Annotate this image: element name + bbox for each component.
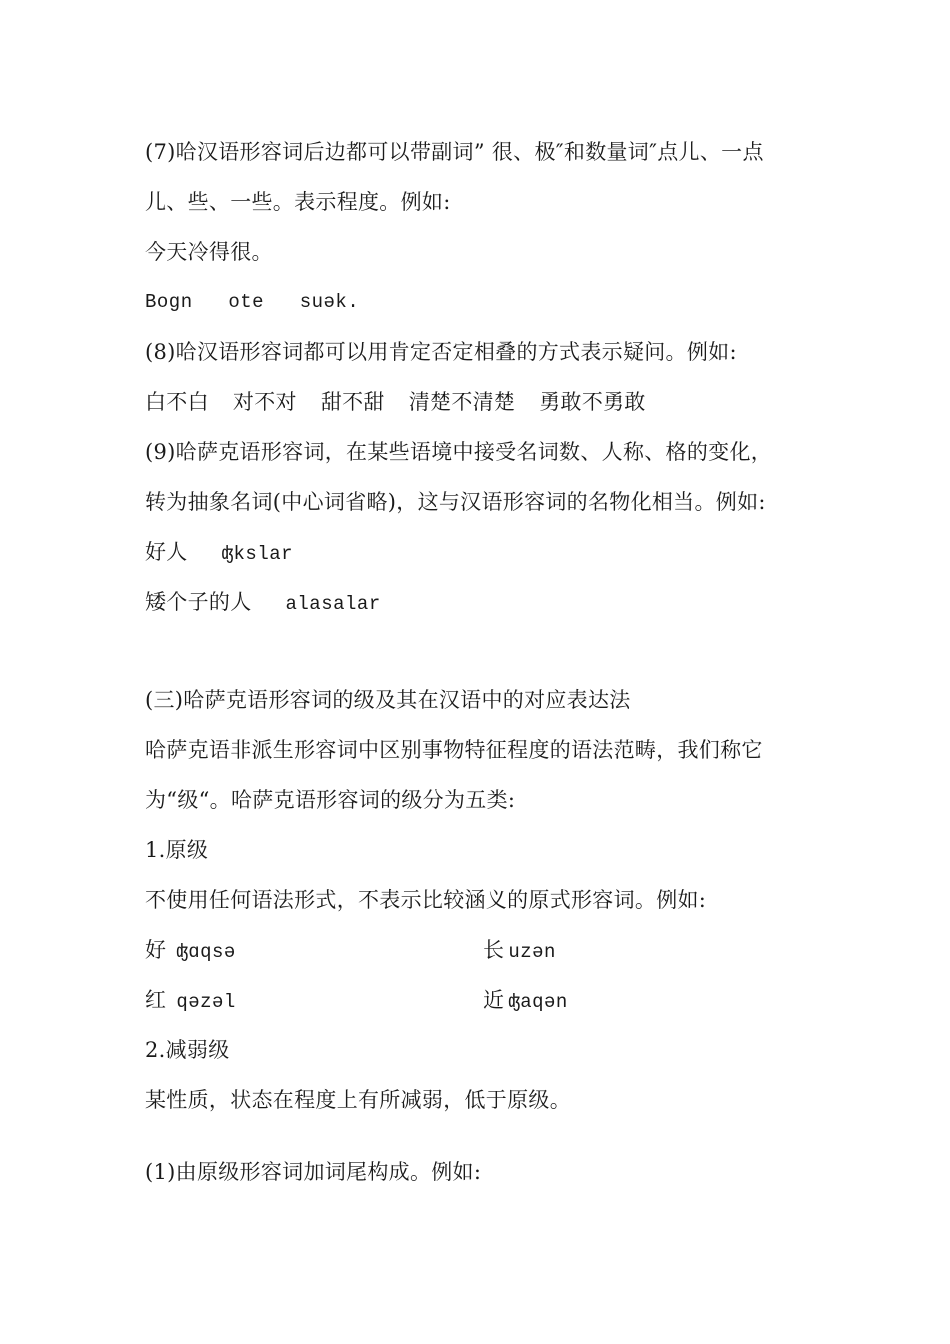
grade-1-example-kazakh: qəzəl	[176, 991, 236, 1013]
grade-1-example-kazakh: uzən	[508, 941, 556, 963]
grade-1-example-kazakh: ʤaqən	[508, 991, 568, 1013]
example-8-item: 勇敢不勇敢	[539, 390, 646, 414]
grade-1-description: 不使用任何语法形式，不表示比较涵义的原式形容词。例如:	[145, 888, 707, 912]
section-3-heading: (三)哈萨克语形容词的级及其在汉语中的对应表达法	[145, 688, 631, 712]
grade-1-example-chinese: 长	[483, 938, 505, 962]
grade-1-example-chinese: 好	[145, 938, 167, 962]
grade-1-example-1	[145, 937, 236, 965]
example-8-row	[145, 389, 646, 415]
grade-2-description: 某性质，状态在程度上有所减弱，低于原级。	[145, 1088, 571, 1112]
example-9b	[145, 589, 381, 617]
grade-1-example-4	[483, 987, 568, 1015]
para-7-line-2: 儿、些、一些。表示程度。例如:	[145, 190, 451, 214]
grade-1-heading: 1.原级	[145, 838, 209, 862]
example-9a	[145, 539, 293, 567]
grade-1-example-kazakh: ʤɑqsə	[176, 941, 236, 963]
example-7-chinese: 今天冷得很。	[145, 240, 273, 264]
example-9b-chinese: 矮个子的人	[145, 590, 252, 614]
para-9-line-1: (9)哈萨克语形容词，在某些语境中接受名词数、人称、格的变化，	[145, 440, 773, 464]
para-8: (8)哈汉语形容词都可以用肯定否定相叠的方式表示疑问。例如:	[145, 340, 737, 364]
example-9a-chinese: 好人	[145, 540, 188, 564]
grade-1-example-chinese: 红	[145, 988, 167, 1012]
example-8-item: 对不对	[232, 390, 297, 414]
grade-2-subpoint-1: (1)由原级形容词加词尾构成。例如:	[145, 1160, 482, 1184]
grade-1-example-3	[145, 987, 236, 1015]
grade-1-example-2	[483, 937, 556, 965]
grade-1-example-chinese: 近	[483, 988, 505, 1012]
grade-2-heading: 2.减弱级	[145, 1038, 230, 1062]
example-8-item: 白不白	[145, 390, 209, 414]
example-7-kazakh-text: Bogn ote suək.	[145, 291, 360, 313]
example-9a-kazakh: ʤkslar	[221, 543, 294, 565]
section-3-line-2: 为“级“。哈萨克语形容词的级分为五类:	[145, 788, 516, 812]
para-9-line-2: 转为抽象名词(中心词省略)，这与汉语形容词的名物化相当。例如:	[145, 490, 766, 514]
example-8-item: 清楚不清楚	[408, 390, 516, 414]
example-7-kazakh	[145, 289, 359, 315]
para-7-line-1: (7)哈汉语形容词后边都可以带副词” 很、极″和数量词″点儿、一点	[145, 140, 764, 164]
example-9b-kazakh: alasalar	[285, 593, 381, 615]
section-3-line-1: 哈萨克语非派生形容词中区别事物特征程度的语法范畴，我们称它	[145, 738, 763, 762]
example-8-item: 甜不甜	[320, 390, 385, 414]
